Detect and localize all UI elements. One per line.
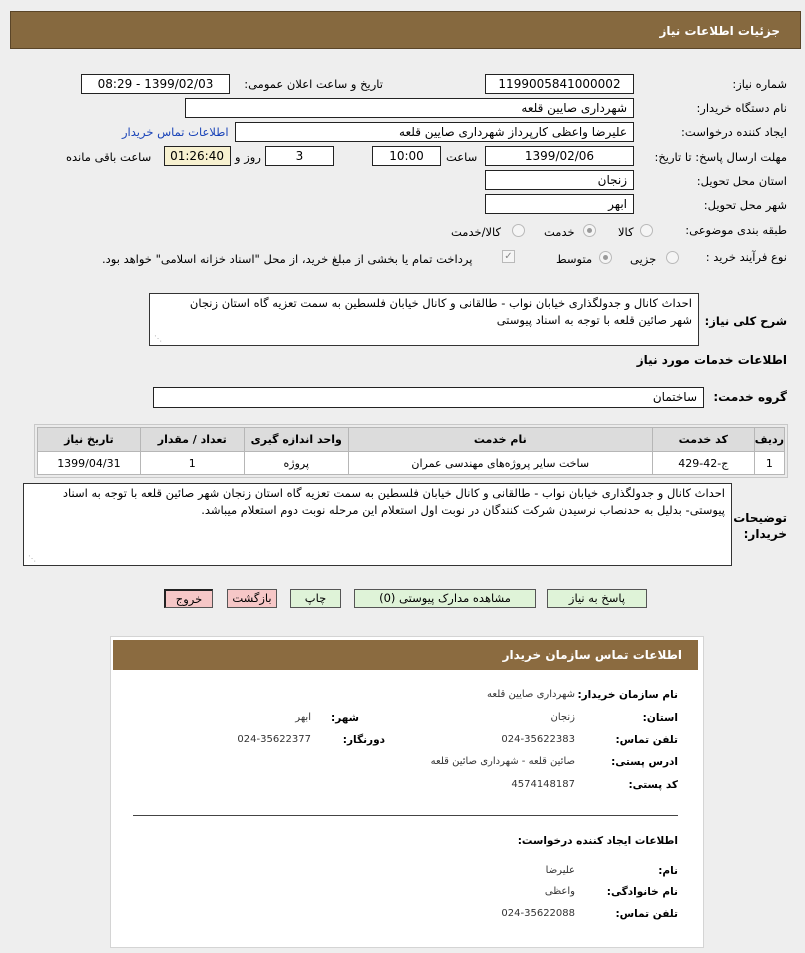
creator-first-name-label: نام:	[658, 865, 678, 877]
contact-panel-title: اطلاعات تماس سازمان خریدار	[113, 640, 698, 670]
creator-phone-value: 024-35622088	[501, 908, 575, 919]
need-number-field: 1199005841000002	[485, 74, 634, 94]
category-service-label: خدمت	[544, 225, 575, 239]
days-label: روز و	[235, 150, 261, 164]
category-goods-service-radio[interactable]	[512, 224, 525, 237]
province-label: استان محل تحویل:	[696, 174, 787, 188]
resize-grip-icon[interactable]: ⋰	[28, 554, 36, 563]
contact-fax-label: دورنگار:	[342, 734, 385, 746]
province-field: زنجان	[485, 170, 634, 190]
col-header-qty: تعداد / مقدار	[140, 428, 244, 452]
contact-org-value: شهرداری صایین قلعه	[487, 689, 575, 700]
cell-code: ج-42-429	[652, 452, 754, 475]
category-service-radio[interactable]	[583, 224, 596, 237]
service-group-label: گروه خدمت:	[713, 390, 787, 404]
creator-label: ایجاد کننده درخواست:	[681, 125, 787, 139]
back-button[interactable]: بازگشت	[227, 589, 277, 608]
contact-city-value: ابهر	[295, 712, 311, 723]
announce-datetime-label: تاریخ و ساعت اعلان عمومی:	[244, 77, 383, 91]
process-minor-radio[interactable]	[666, 251, 679, 264]
creator-last-name-value: واعظی	[544, 886, 575, 897]
process-medium-radio[interactable]	[599, 251, 612, 264]
city-label: شهر محل تحویل:	[703, 198, 787, 212]
description-line-2: شهر صائین قلعه با توجه به اسناد پیوستی	[496, 313, 692, 327]
contact-postal-value: 4574148187	[511, 779, 575, 790]
service-group-field: ساختمان	[153, 387, 704, 408]
buyer-notes-textarea[interactable]	[23, 483, 732, 566]
buyer-contact-link[interactable]: اطلاعات تماس خریدار	[122, 125, 229, 139]
buyer-notes-line-2: پیوستی- بدلیل به حدنصاب نرسیدن شرکت کنندگان در نوبت اول استعلام این مرحله نوبت دوم استعلام میباشد.	[201, 503, 725, 517]
creator-phone-label: تلفن تماس:	[615, 908, 678, 920]
creator-info-title: اطلاعات ایجاد کننده درخواست:	[517, 835, 678, 847]
col-header-name: نام خدمت	[348, 428, 652, 452]
time-label: ساعت	[446, 150, 478, 164]
print-button[interactable]: چاپ	[290, 589, 341, 608]
services-section-title: اطلاعات خدمات مورد نیاز	[636, 353, 787, 367]
deadline-time-field: 10:00	[372, 146, 441, 166]
view-attachments-button[interactable]: مشاهده مدارک پیوستی (0)	[354, 589, 536, 608]
creator-last-name-label: نام خانوادگی:	[606, 886, 678, 898]
buyer-notes-label: توضیحات خریدار:	[733, 511, 787, 541]
buyer-notes-line-1: احداث کانال و جدولگذاری خیابان نواب - طالقانی و کانال خیابان فلسطین به سمت تعزیه گاه استان زنجان شهر صائین قلعه با توجه به اسناد	[62, 486, 725, 500]
col-header-unit: واحد اندازه گیری	[244, 428, 348, 452]
description-label: شرح کلی نیاز:	[704, 314, 787, 328]
contact-org-label: نام سازمان خریدار:	[577, 689, 678, 701]
contact-fax-value: 024-35622377	[237, 734, 311, 745]
buyer-org-field: شهرداری صایین قلعه	[185, 98, 634, 118]
contact-address-value: صائین قلعه - شهرداری صائین قلعه	[430, 756, 575, 767]
creator-field: علیرضا واعظی کارپرداز شهرداری صایین قلعه	[235, 122, 634, 142]
col-header-date: تاریخ نیاز	[38, 428, 141, 452]
contact-province-label: استان:	[642, 712, 678, 724]
description-line-1: احداث کانال و جدولگذاری خیابان نواب - طالقانی و کانال خیابان فلسطین به سمت تعزیه گاه استان زنجان	[189, 296, 692, 310]
process-label: نوع فرآیند خرید :	[705, 250, 787, 264]
cell-row: 1	[754, 452, 784, 475]
services-table	[34, 424, 788, 478]
deadline-label: مهلت ارسال پاسخ: تا تاریخ:	[654, 150, 787, 164]
contact-panel	[110, 636, 704, 948]
contact-province-value: زنجان	[550, 712, 575, 723]
process-minor-label: جزیی	[630, 252, 657, 266]
exit-button[interactable]: خروج	[164, 589, 213, 608]
page-header: جزئیات اطلاعات نیاز	[10, 11, 801, 49]
cell-date: 1399/04/31	[38, 452, 141, 475]
resize-grip-icon[interactable]: ⋰	[154, 334, 162, 343]
remaining-label: ساعت باقی مانده	[66, 150, 152, 164]
contact-city-label: شهر:	[331, 712, 359, 724]
process-medium-label: متوسط	[556, 252, 593, 266]
cell-qty: 1	[140, 452, 244, 475]
col-header-code: کد خدمت	[652, 428, 754, 452]
contact-phone-value: 024-35622383	[501, 734, 575, 745]
category-goods-label: کالا	[618, 225, 634, 239]
buyer-org-label: نام دستگاه خریدار:	[696, 101, 787, 115]
city-field: ابهر	[485, 194, 634, 214]
need-number-label: شماره نیاز:	[732, 77, 787, 91]
category-goods-service-label: کالا/خدمت	[451, 225, 502, 239]
contact-address-label: ادرس پستی:	[611, 756, 678, 768]
deadline-date-field: 1399/02/06	[485, 146, 634, 166]
remaining-time-field: 01:26:40	[164, 146, 231, 166]
category-label: طبقه بندی موضوعی:	[685, 223, 787, 237]
contact-postal-label: کد پستی:	[628, 779, 678, 791]
treasury-payment-checkbox[interactable]: ✓	[502, 250, 515, 263]
col-header-row: ردیف	[754, 428, 784, 452]
contact-phone-label: تلفن تماس:	[615, 734, 678, 746]
days-field: 3	[265, 146, 334, 166]
treasury-payment-note: پرداخت تمام یا بخشی از مبلغ خرید، از محل "اسناد خزانه اسلامی" خواهد بود.	[102, 252, 473, 266]
cell-unit: پروژه	[244, 452, 348, 475]
divider	[133, 815, 678, 816]
reply-button[interactable]: پاسخ به نیاز	[547, 589, 647, 608]
announce-datetime-field: 1399/02/03 - 08:29	[81, 74, 230, 94]
table-row	[38, 452, 785, 475]
description-textarea[interactable]	[149, 293, 699, 346]
cell-name: ساخت سایر پروژه‌های مهندسی عمران	[348, 452, 652, 475]
creator-first-name-value: علیرضا	[545, 865, 575, 876]
category-goods-radio[interactable]	[640, 224, 653, 237]
